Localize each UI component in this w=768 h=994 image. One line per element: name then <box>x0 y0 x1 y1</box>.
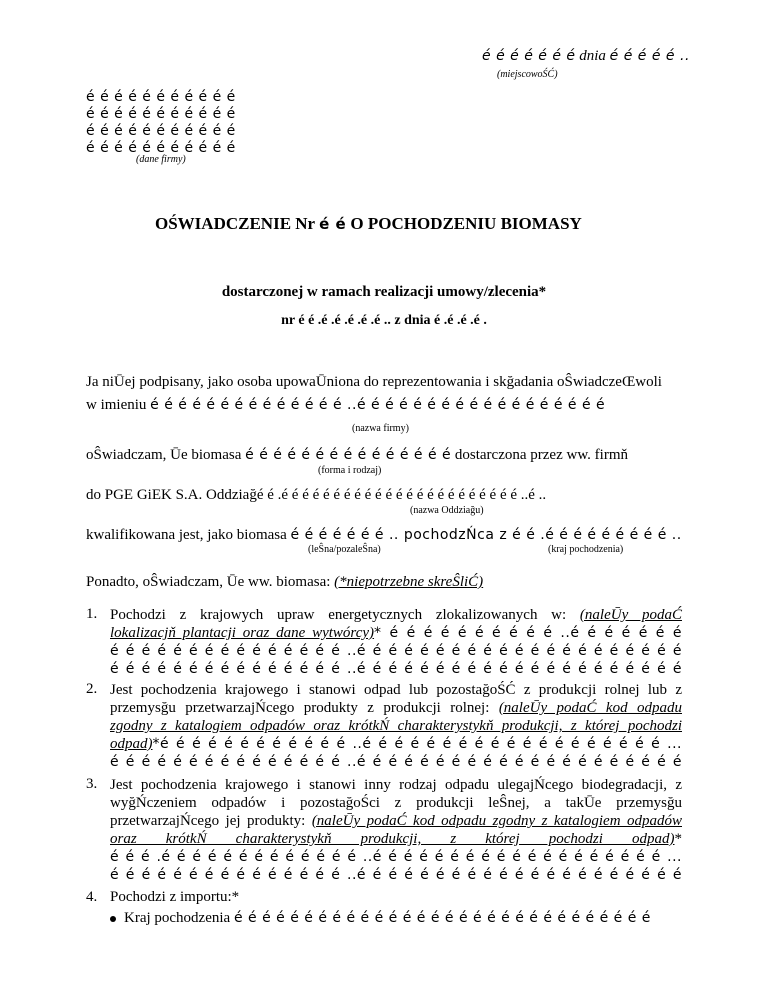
company-line: é é é é é é é é é é é <box>86 140 236 156</box>
declaration-line-5 <box>86 527 682 544</box>
item-instruction: (naleŪy podaĆ <box>579 607 682 623</box>
declaration-line-2 <box>86 397 605 414</box>
title-number-dots: é é <box>319 215 347 233</box>
item-line <box>110 606 682 624</box>
supplied-by-label: dostarczona przez ww. firmň <box>454 447 629 463</box>
title-part1: OŚWIADCZENIE Nr <box>155 214 315 233</box>
company-line: é é é é é é é é é é é <box>86 106 236 122</box>
subtitle-contract: dostarczonej w ramach realizacji umowy/zlecenia* <box>221 284 547 300</box>
item-line: é é é é é é é é é é é é é é é ..é é é é é é é é é é é é é é é é é é é é é <box>110 867 682 883</box>
qualified-label: kwalifikowana jest, jako biomasa <box>86 527 287 543</box>
dnia-label: dnia <box>579 48 606 64</box>
subtitle-number-line: nr é é .é .é .é .é .é .. z dnia é .é .é .é . <box>281 313 487 328</box>
firm-name-caption: (nazwa firmy) <box>352 423 409 434</box>
declaration-line-1: Ja niŪej podpisany, jako osoba upowaŪniona do reprezentowania i skğadania oŜwiadczeŒwoli <box>86 374 662 390</box>
item-line: é é é é é é é é é é é é é é é ..é é é é é é é é é é é é é é é é é é é é é <box>110 754 682 770</box>
item-line <box>110 699 682 717</box>
item-instruction: (naleŪy podaĆ kod odpadu <box>498 700 682 716</box>
bullet-country <box>110 910 651 927</box>
company-line: é é é é é é é é é é é <box>86 89 236 105</box>
origin-dots: é é é é é é é .. pochodzŃca z é é .é é é é é é é é é .. <box>290 527 682 543</box>
branch-caption: (nazwa Oddziağu) <box>410 505 484 516</box>
firm-name-dots: é é é é é é é é é é é é é é ..é é é é é é é é é é é é é é é é é é <box>150 397 606 413</box>
item-line: é é é é é é é é é é é é é é é ..é é é é é é é é é é é é é é é é é é é é é <box>110 661 682 677</box>
moreover-line <box>86 574 483 591</box>
company-line: é é é é é é é é é é é <box>86 123 236 139</box>
item-dots: *é é é é é é é é é é é é ..é é é é é é é é é é é é é é é é é é é ... <box>152 736 682 752</box>
item-line: Jest pochodzenia krajowego i stanowi inny rodzaj odpadu ulegajŃcego biodegradacji, z <box>110 777 682 793</box>
place-caption: (miejscowoŚĆ) <box>497 69 558 80</box>
item-instruction: odpad) <box>110 736 153 752</box>
item-dots: * é é é é é é é é é é ..é é é é é é é <box>374 625 682 641</box>
item-text: przemysğu przetwarzajŃcego produkty z produkcji rolnej: <box>110 700 499 716</box>
moreover-text: Ponadto, oŜwiadczam, Ūe ww. biomasa: <box>86 574 331 590</box>
country-dots: é é é é é é é é é é é é é é é é é é é é é é é é é é é é é é <box>233 910 651 926</box>
biomass-label: oŜwiadczam, Ūe biomasa <box>86 447 242 463</box>
place-date-line <box>482 48 690 65</box>
item-number: 2. <box>86 681 98 697</box>
document-title <box>155 214 582 234</box>
place-dots: é é é é é é é <box>482 48 576 64</box>
item-line <box>110 735 682 753</box>
bullet-dot-icon <box>110 916 116 922</box>
item-line: wyğŃczeniem odpadów i pozostağoŚci z produkcji leŜnej, a takŪe przemysğu <box>110 795 682 811</box>
country-caption: (kraj pochodzenia) <box>548 544 624 555</box>
form-caption: (forma i rodzaj) <box>318 465 382 476</box>
list-item-3 <box>110 776 682 884</box>
on-behalf-label: w imieniu <box>86 397 147 413</box>
item-number: 1. <box>86 606 98 622</box>
item-number: 4. <box>86 889 98 905</box>
declaration-line-3 <box>86 447 628 464</box>
strike-note: (*niepotrzebne skreŜliĆ) <box>334 574 484 590</box>
item-text: * <box>674 831 682 847</box>
item-instruction: lokalizacjň plantacji oraz dane wytwórcy) <box>110 625 375 641</box>
item-line <box>110 624 682 642</box>
forest-type-caption: (leŜna/pozaleŜna) <box>308 544 381 555</box>
title-part2: O POCHODZENIU BIOMASY <box>350 214 582 233</box>
company-block <box>86 89 236 157</box>
list-item-1 <box>110 606 682 678</box>
item-line <box>110 830 682 848</box>
item-line: zgodny z katalogiem odpadów oraz krótkŃ charakterystykň produkcji, z której pochodzi <box>110 718 682 734</box>
country-label: Kraj pochodzenia <box>124 910 231 926</box>
biomass-form-dots: é é é é é é é é é é é é é é é <box>245 447 452 463</box>
item-text: Pochodzi z krajowych upraw energetycznych zlokalizowanych w: <box>110 607 580 623</box>
list-item-2 <box>110 681 682 771</box>
company-caption: (dane firmy) <box>136 154 186 165</box>
item-text: przetwarzajŃcego jej produkty: <box>110 813 312 829</box>
item-instruction: oraz krótkŃ charakterystykň produkcji, z której pochodzi odpad) <box>110 831 675 847</box>
item-line: é é é .é é é é é é é é é é é é é ..é é é é é é é é é é é é é é é é é é é ... <box>110 849 682 865</box>
item-instruction: (naleŪy podaĆ kod odpadu zgodny z katalogiem odpadów <box>311 813 682 829</box>
declaration-line-4: do PGE GiEK S.A. Oddziağé é .é é é é é é é é é é é é é é é é é é é é é é é ..é .. <box>86 487 547 503</box>
list-item-4: Pochodzi z importu:* <box>110 889 240 905</box>
item-number: 3. <box>86 776 98 792</box>
item-line <box>110 812 682 830</box>
date-dots: é é é é é .. <box>609 48 690 64</box>
item-line: Jest pochodzenia krajowego i stanowi odpad lub pozostağoŚĆ z produkcji rolnej lub z <box>110 682 682 698</box>
item-line: é é é é é é é é é é é é é é é ..é é é é é é é é é é é é é é é é é é é é é <box>110 643 682 659</box>
